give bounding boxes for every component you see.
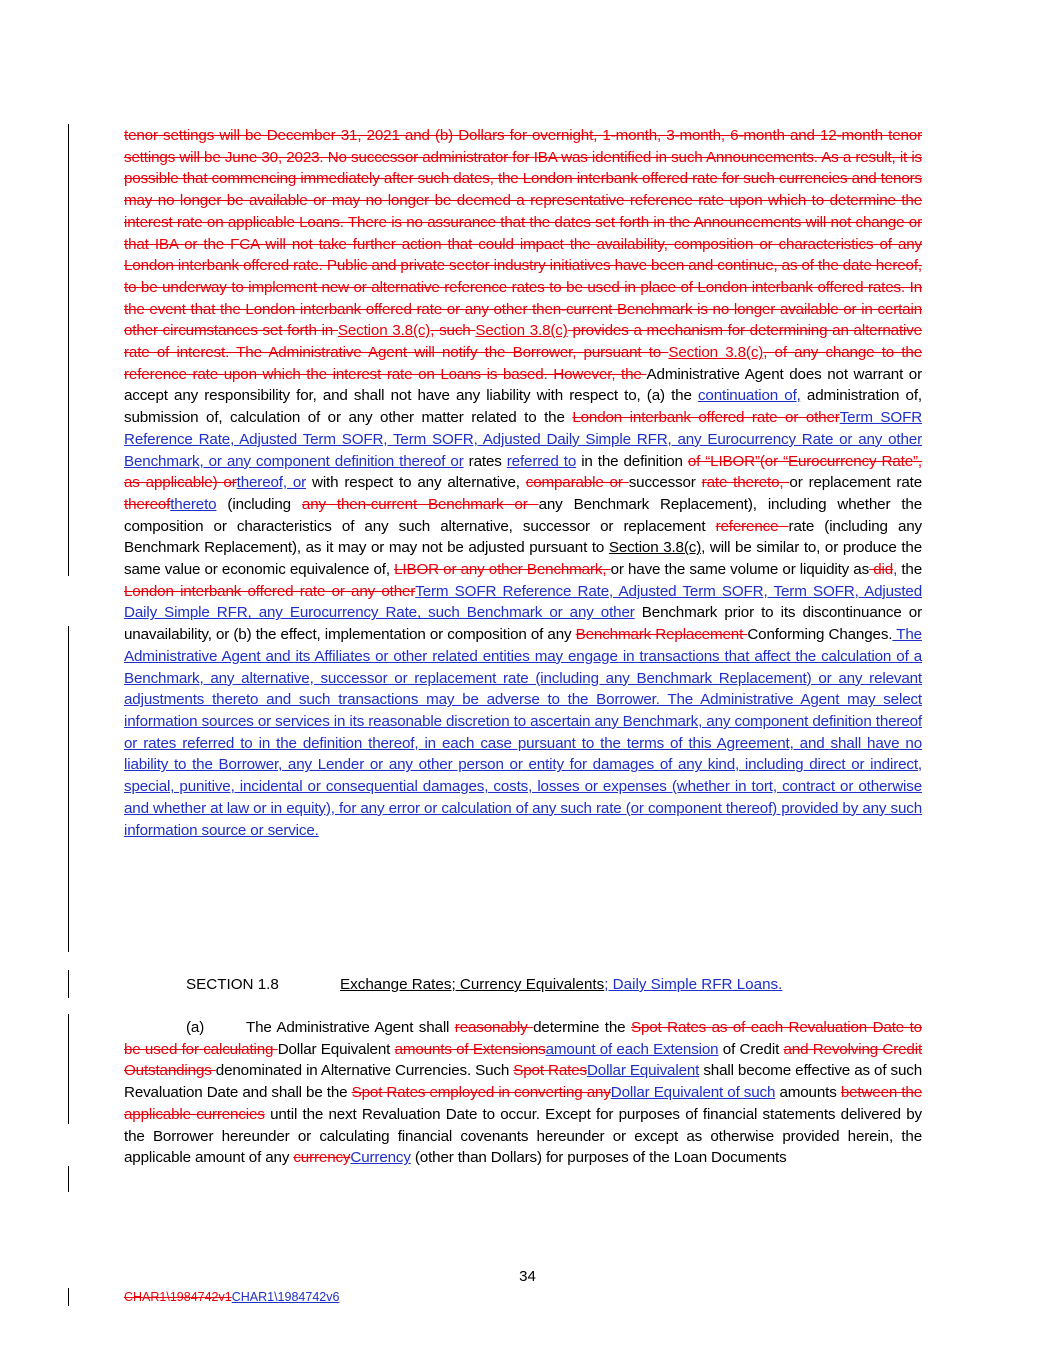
inserted-text: thereto	[170, 495, 217, 513]
body-text: of Credit	[718, 1040, 784, 1058]
body-text: determine the	[533, 1019, 631, 1036]
deleted-text: Benchmark Replacement	[575, 626, 748, 644]
section-reference: Section 3.8(c)	[337, 322, 431, 340]
change-bar	[68, 970, 69, 998]
inserted-text: continuation of,	[697, 387, 801, 405]
deleted-text: comparable or	[525, 474, 629, 492]
body-text: shall become effective as of such Revaluation Date and shall be the	[124, 1062, 922, 1102]
section-heading	[186, 974, 782, 995]
section-reference: Section 3.8(c)	[608, 539, 702, 557]
page-number: 34	[519, 1268, 536, 1285]
section-reference: Section 3.8(c)	[475, 322, 568, 340]
body-text: rate (including any Benchmark Replacement), as it may or may not be adjusted pursuant to	[124, 517, 922, 557]
change-bar	[68, 1288, 69, 1306]
inserted-text: Dollar Equivalent of such	[610, 1084, 776, 1102]
deleted-text: provides a mechanism for determining an alternative rate of interest. The Administrative Agent will notify the Borrower, pursuant to	[124, 322, 922, 362]
section-title: Exchange Rates; Currency Equivalents	[340, 976, 605, 993]
body-text: (other than Dollars) for purposes of the Loan Documents	[410, 1149, 787, 1167]
deleted-text: Spot Rates as of each Revaluation Date to be used for calculating	[124, 1019, 922, 1058]
body-text: Conforming Changes.	[747, 626, 893, 644]
deleted-text: and Revolving Credit Outstandings	[124, 1040, 923, 1080]
inserted-text: ,	[893, 561, 898, 579]
deleted-text: amounts of Extensions	[394, 1040, 546, 1058]
change-bar	[68, 1166, 69, 1192]
body-text: in the definition	[576, 452, 688, 470]
inserted-text: Term SOFR Reference Rate, Adjusted Term SOFR, Term SOFR, Adjusted Daily Simple RFR, any Eurocurrency Rate, such Benchmark or any other	[124, 582, 922, 622]
body-text: rates	[463, 452, 507, 470]
document-footer	[124, 1290, 339, 1304]
inserted-text: thereof, or	[236, 474, 307, 492]
body-text: The Administrative Agent shall	[246, 1019, 455, 1036]
body-text: or have the same volume or liquidity as	[610, 561, 870, 579]
change-bar	[68, 124, 69, 576]
change-bar	[68, 626, 69, 952]
section-reference: Section 3.8(c)	[668, 344, 764, 362]
change-bar	[68, 1014, 69, 1124]
clause-label: (a)	[186, 1019, 205, 1036]
inserted-text: Currency	[350, 1149, 411, 1167]
body-text: Benchmark prior to its discontinuance or unavailability, or (b) the effect, implementation or composition of any	[124, 604, 922, 644]
body-text: with respect to any alternative,	[306, 474, 526, 492]
deleted-text: rate thereto,	[701, 474, 790, 492]
body-text: Administrative Agent does not warrant or accept any responsibility for, and shall not have any liability with respect to, (a) the	[124, 365, 922, 405]
inserted-text: referred to	[506, 452, 577, 470]
paragraph-exchange-rates	[124, 1017, 922, 1169]
deleted-doc-id: CHAR1\1984742v1	[124, 1290, 232, 1304]
deleted-text: London interbank offered rate or other	[572, 409, 840, 427]
deleted-text: Spot Rates	[513, 1062, 587, 1080]
body-text: (including	[216, 495, 302, 513]
deleted-text: did	[869, 561, 894, 579]
paragraph-benchmark-disclaimer	[124, 125, 922, 841]
body-text: , will be similar to, or produce the same value or economic equivalence of,	[124, 539, 922, 579]
inserted-text: Dollar Equivalent	[586, 1062, 700, 1080]
body-text: or replacement rate	[789, 474, 922, 492]
deleted-text: , of any change to the reference rate upon which the interest rate on Loans is based. However, the	[124, 344, 922, 383]
deleted-text: , such	[430, 322, 476, 340]
body-text: denominated in Alternative Currencies. Such	[215, 1062, 514, 1080]
deleted-text: LIBOR or any other Benchmark,	[394, 561, 611, 579]
deleted-text: London interbank offered rate or any other	[124, 582, 416, 600]
deleted-text: any then-current Benchmark or	[301, 495, 539, 513]
body-text: the	[897, 561, 923, 579]
inserted-text: amount of each Extension	[545, 1040, 719, 1058]
body-text: successor	[628, 474, 702, 492]
deleted-text: Spot Rates employed in converting any	[351, 1084, 611, 1102]
inserted-text: Term SOFR Reference Rate, Adjusted Term SOFR, Term SOFR, Adjusted Daily Simple RFR, any Eurocurrency Rate or any other Benchmark, or any component definition thereof or	[124, 409, 923, 470]
deleted-text: reasonably	[454, 1019, 534, 1036]
section-number: SECTION 1.8	[186, 976, 279, 993]
deleted-text: thereof	[124, 495, 171, 513]
deleted-text: tenor settings will be December 31, 2021 and (b) Dollars for overnight, 1-month, 3-month, 6-month and 12-month tenor settings will be June 30, 2023. No successor administrator for IBA was identified in such Announcements. As a result, it is possible that commencing immediately after such dates, the London interbank offered rate for such currencies and tenors may no longer be available or may no longer be deemed a representative reference rate upon which to determine the interest rate on applicable Loans. There is no assurance that the dates set forth in the Announcements will not change or that IBA or the FCA will not take further action that could impact the availability, composition or characteristics of any London interbank offered rate. Public and private sector industry initiatives have been and continue, as of the date hereof, to be underway to implement new or alternative reference rates to be used in place of London interbank offered rates. In the event that the London interbank offered rate or any other then-current Benchmark is no longer available or in certain other circumstances set forth in	[124, 127, 922, 340]
inserted-doc-id: CHAR1\1984742v6	[231, 1290, 340, 1304]
body-text: amounts	[775, 1084, 841, 1102]
body-text: administration of, submission of, calculation of or any other matter related to the	[124, 387, 922, 427]
body-text: until the next Revaluation Date to occur. Except for purposes of financial statements delivered by the Borrower hereunder or calculating financial covenants hereunder or except as otherwise provided herein, the applicable amount of any	[124, 1105, 922, 1167]
inserted-text: ; Daily Simple RFR Loans.	[604, 976, 783, 993]
deleted-text: of “LIBOR”(or “Eurocurrency Rate”, as applicable) or	[124, 452, 923, 492]
deleted-text: currency	[293, 1149, 351, 1167]
deleted-text: between the applicable currencies	[124, 1084, 923, 1123]
deleted-text: reference	[715, 517, 789, 535]
inserted-text: The Administrative Agent and its Affiliates or other related entities may engage in transactions that affect the calculation of a Benchmark, any alternative, successor or replacement rate (including any Benchmark Replacement) or any relevant adjustments thereto and such transactions may be adverse to the Borrower. The Administrative Agent may select information sources or services in its reasonable discretion to ascertain any Benchmark, any component definition thereof or rates referred to in the definition thereof, in each case pursuant to the terms of this Agreement, and shall have no liability to the Borrower, any Lender or any other person or entity for damages of any kind, including direct or indirect, special, punitive, incidental or consequential damages, costs, losses or expenses (whether in tort, contract or otherwise and whether at law or in equity), for any error or calculation of any such rate (or component thereof) provided by any such information source or service.	[124, 626, 922, 839]
body-text: Dollar Equivalent	[277, 1040, 395, 1058]
body-text: any Benchmark Replacement), including whether the composition or characteristics of any such alternative, successor or replacement	[124, 495, 922, 535]
